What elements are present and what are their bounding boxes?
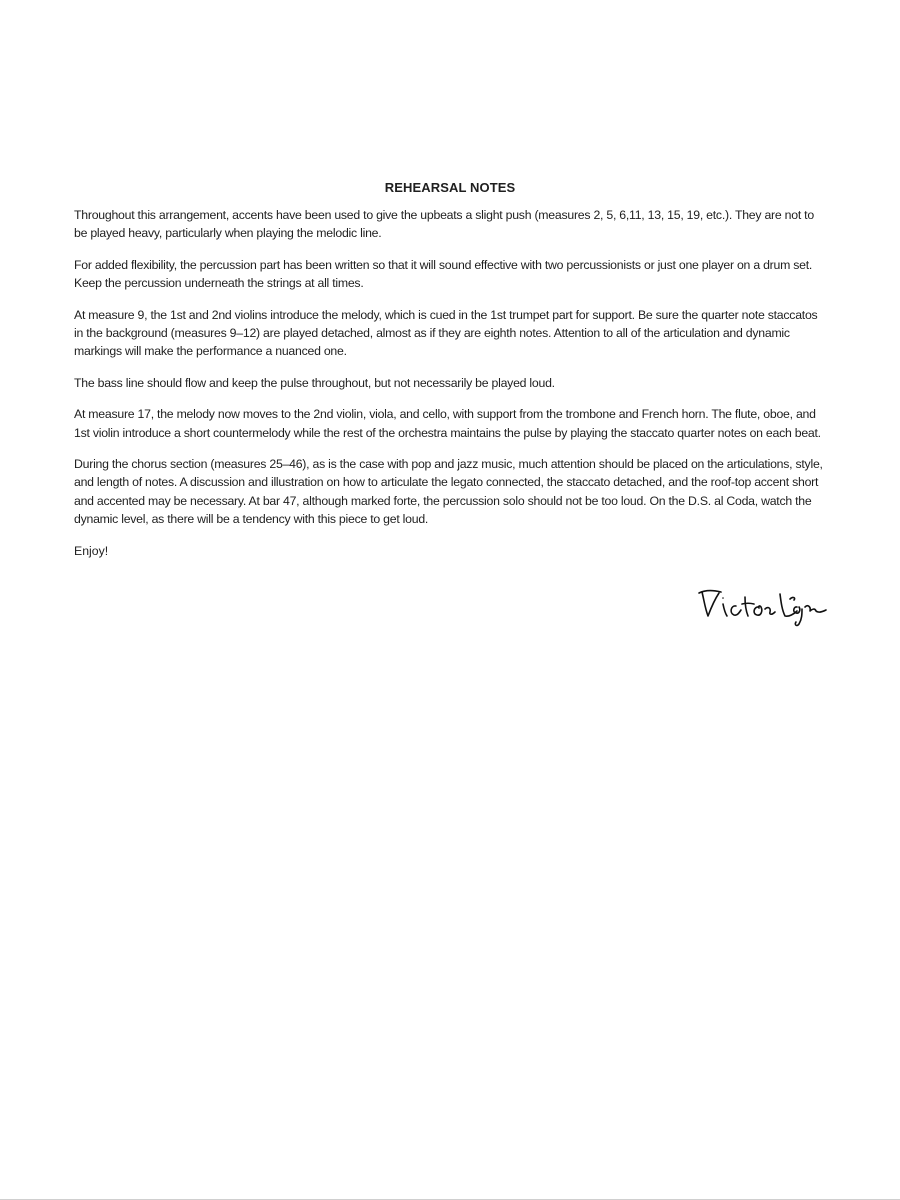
signature-image bbox=[694, 582, 830, 628]
paragraph-chorus: During the chorus section (measures 25–46), as is the case with pop and jazz music, much attention should be placed on the articulations, style, and length of notes. A discussion and illustration on how to articulate the legato connected, the staccato detached, and the roof-top accent short and accented may be necessary. At bar 47, although marked forte, the percussion solo should not be too loud. On the D.S. al Coda, watch the dynamic level, as there will be a tendency with this piece to get loud. bbox=[74, 457, 823, 527]
paragraph-accents: Throughout this arrangement, accents have been used to give the upbeats a slight push (measures 2, 5, 6,11, 13, 15, 19, etc.). They are not to be played heavy, particularly when playing the melodic line. bbox=[74, 208, 814, 241]
paragraph-measure-17: At measure 17, the melody now moves to the 2nd violin, viola, and cello, with support from the trombone and French horn. The flute, oboe, and 1st violin introduce a short countermelody while the rest of the orchestra maintains the pulse by playing the staccato quarter notes on each beat. bbox=[74, 407, 821, 440]
page-title: REHEARSAL NOTES bbox=[384, 180, 516, 195]
closing-text: Enjoy! bbox=[74, 543, 109, 558]
paragraph-bass-line: The bass line should flow and keep the pulse throughout, but not necessarily be played loud. bbox=[74, 375, 555, 390]
paragraph-measure-9: At measure 9, the 1st and 2nd violins introduce the melody, which is cued in the 1st trumpet part for support. Be sure the quarter note staccatos in the background (measures 9–12) are played detached, almost as if they are eighth notes. Attention to all of the articulation and dynamic markings will make the performance a nuanced one. bbox=[74, 307, 818, 359]
paragraph-percussion: For added flexibility, the percussion part has been written so that it will sound effective with two percussionists or just one player on a drum set. Keep the percussion underneath the strings at all times. bbox=[74, 257, 813, 291]
rehearsal-notes-content bbox=[74, 180, 826, 560]
